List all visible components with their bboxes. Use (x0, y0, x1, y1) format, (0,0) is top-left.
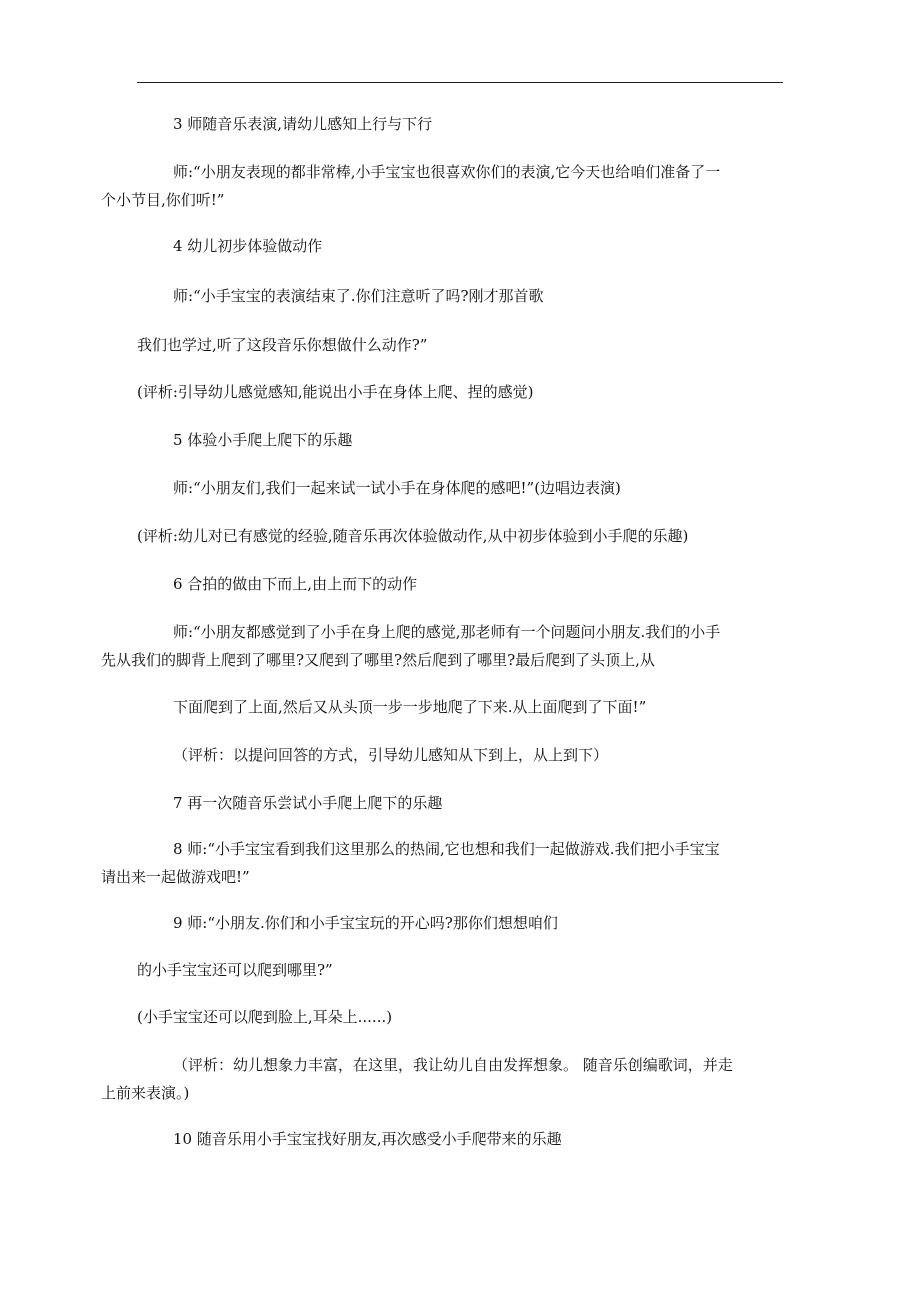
paragraph-step-6 (137, 570, 785, 598)
text-line: 个小节目,你们听!” (101, 191, 225, 209)
text-line: 6 合拍的做由下而上,由上而下的动作 (173, 575, 418, 593)
paragraph-step-9-cont (137, 956, 785, 984)
paragraph-step-9 (137, 909, 785, 937)
paragraph-step-5 (137, 426, 785, 454)
text-line: (评析:引导幼儿感觉感知,能说出小手在身体上爬、捏的感觉) (137, 383, 534, 401)
text-line: 师:“小朋友们,我们一起来试一试小手在身体爬的感吧!”(边唱边表演) (173, 479, 621, 497)
text-line: 下面爬到了上面,然后又从头顶一步一步地爬了下来.从上面爬到了下面!” (173, 698, 647, 716)
text-line: 10 随音乐用小手宝宝找好朋友,再次感受小手爬带来的乐趣 (173, 1130, 562, 1148)
text-line: 师:“小朋友都感觉到了小手在身上爬的感觉,那老师有一个问题问小朋友.我们的小手 (173, 623, 721, 641)
text-line: 我们也学过,听了这段音乐你想做什么动作?” (137, 336, 428, 354)
paragraph-step-10 (137, 1125, 785, 1153)
text-line: 上前来表演。) (101, 1084, 190, 1102)
text-line: 7 再一次随音乐尝试小手爬上爬下的乐趣 (173, 794, 443, 812)
paragraph-step-8 (101, 835, 785, 891)
text-line: 师:“小手宝宝的表演结束了.你们注意听了吗?刚才那首歌 (173, 287, 544, 305)
text-line: (评析:幼儿对已有感觉的经验,随音乐再次体验做动作,从中初步体验到小手爬的乐趣) (137, 527, 689, 545)
text-line: 8 师:“小手宝宝看到我们这里那么的热闹,它也想和我们一起做游戏.我们把小手宝宝 (173, 840, 720, 858)
text-line: 3 师随音乐表演,请幼儿感知上行与下行 (173, 115, 433, 133)
text-line: 9 师:“小朋友.你们和小手宝宝玩的开心吗?那你们想想咱们 (173, 914, 558, 932)
paragraph-answer (137, 1003, 785, 1031)
text-line: 5 体验小手爬上爬下的乐趣 (173, 431, 353, 449)
text-line: 先从我们的脚背上爬到了哪里?又爬到了哪里?然后爬到了哪里?最后爬到了头顶上,从 (101, 651, 655, 669)
text-line: 的小手宝宝还可以爬到哪里?” (137, 961, 333, 979)
header-rule (137, 82, 783, 83)
paragraph-step-3 (137, 110, 785, 138)
text-line: 师:“小朋友表现的都非常棒,小手宝宝也很喜欢你们的表演,它今天也给咱们准备了一 (173, 163, 721, 181)
text-line: (小手宝宝还可以爬到脸上,耳朵上......) (137, 1008, 393, 1026)
text-line: （评析：幼儿想象力丰富，在这里，我让幼儿自由发挥想象。 随音乐创编歌词，并走 (173, 1056, 733, 1074)
paragraph-continuation (137, 331, 785, 359)
text-line: 4 幼儿初步体验做动作 (173, 237, 323, 255)
paragraph-teacher-feel-cont (137, 693, 785, 721)
paragraph-teacher-feel (101, 618, 785, 674)
text-line: 请出来一起做游戏吧!” (101, 868, 250, 886)
paragraph-teacher-try (137, 474, 785, 502)
paragraph-teacher-question (137, 282, 785, 310)
paragraph-analysis-2 (137, 522, 785, 550)
paragraph-analysis-3 (137, 741, 785, 769)
text-line: （评析：以提问回答的方式，引导幼儿感知从下到上，从上到下） (173, 746, 609, 764)
paragraph-teacher-intro (101, 158, 785, 214)
paragraph-analysis-1 (137, 378, 785, 406)
paragraph-analysis-4 (101, 1051, 785, 1107)
paragraph-step-7 (137, 789, 785, 817)
paragraph-step-4 (137, 232, 785, 260)
